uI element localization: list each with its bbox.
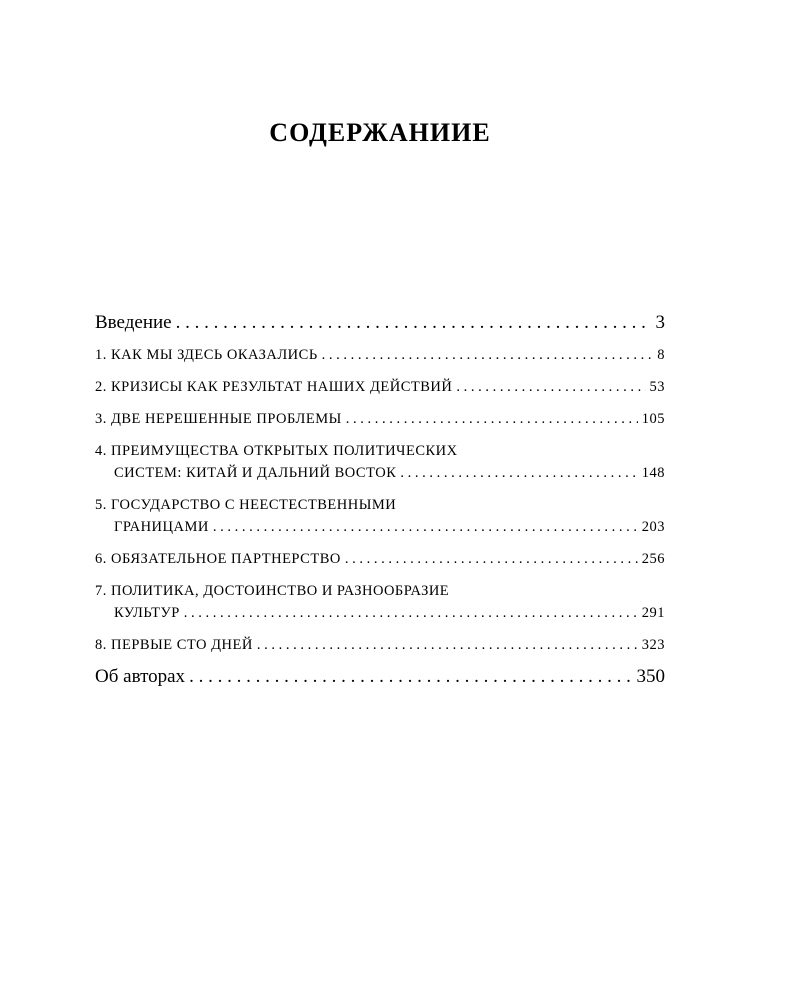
dot-leader bbox=[189, 662, 632, 692]
toc-entry-label: 8. ПЕРВЫЕ СТО ДНЕЙ bbox=[95, 637, 253, 653]
toc-page-number: 350 bbox=[636, 666, 665, 687]
toc-entry-chapter-3[interactable] bbox=[95, 408, 665, 430]
toc-entry-label: 5. ГОСУДАРСТВО С НЕЕСТЕСТВЕННЫМИ bbox=[95, 497, 397, 513]
toc-entry-chapter-2[interactable] bbox=[95, 376, 665, 398]
toc-entry-label-continued: ГРАНИЦАМИ bbox=[114, 519, 209, 535]
toc-entry-chapter-8[interactable] bbox=[95, 634, 665, 656]
toc-entry-chapter-4[interactable] bbox=[95, 440, 665, 484]
toc-entry-label: 4. ПРЕИМУЩЕСТВА ОТКРЫТЫХ ПОЛИТИЧЕСКИХ bbox=[95, 443, 458, 459]
dot-leader bbox=[176, 308, 652, 338]
toc-page-number: 105 bbox=[641, 411, 665, 427]
toc-entry-label: 6. ОБЯЗАТЕЛЬНОЕ ПАРТНЕРСТВО bbox=[95, 551, 341, 567]
toc-page-number: 8 bbox=[657, 347, 665, 363]
toc-entry-label: Введение bbox=[95, 312, 172, 333]
page-title: СОДЕРЖАНИИЕ bbox=[269, 118, 491, 147]
dot-leader bbox=[400, 462, 637, 484]
toc-entry-chapter-6[interactable] bbox=[95, 548, 665, 570]
toc-entry-chapter-1[interactable] bbox=[95, 344, 665, 366]
toc-entry-chapter-7[interactable] bbox=[95, 580, 665, 624]
dot-leader bbox=[345, 548, 638, 570]
dot-leader bbox=[257, 634, 638, 656]
dot-leader bbox=[456, 376, 645, 398]
dot-leader bbox=[322, 344, 654, 366]
toc-page-number: 53 bbox=[649, 379, 665, 395]
table-of-contents bbox=[95, 308, 665, 692]
toc-page-number: 203 bbox=[641, 519, 665, 535]
toc-page-number: 291 bbox=[641, 605, 665, 621]
toc-entry-label: 7. ПОЛИТИКА, ДОСТОИНСТВО И РАЗНООБРАЗИЕ bbox=[95, 583, 450, 599]
toc-page-number: 256 bbox=[641, 551, 665, 567]
toc-entry-label: 1. КАК МЫ ЗДЕСЬ ОКАЗАЛИСЬ bbox=[95, 347, 318, 363]
dot-leader bbox=[213, 516, 638, 538]
toc-entry-label-continued: СИСТЕМ: КИТАЙ И ДАЛЬНИЙ ВОСТОК bbox=[114, 465, 397, 481]
toc-entry-chapter-5[interactable] bbox=[95, 494, 665, 538]
toc-entry-about-authors[interactable] bbox=[95, 662, 665, 692]
toc-entry-label-continued: КУЛЬТУР bbox=[114, 605, 180, 621]
toc-page-number: 323 bbox=[641, 637, 665, 653]
toc-page-number: 3 bbox=[655, 312, 665, 333]
toc-entry-continuation bbox=[95, 516, 665, 538]
toc-page-number: 148 bbox=[641, 465, 665, 481]
toc-entry-label: 3. ДВЕ НЕРЕШЕННЫЕ ПРОБЛЕМЫ bbox=[95, 411, 342, 427]
dot-leader bbox=[346, 408, 638, 430]
dot-leader bbox=[184, 602, 638, 624]
toc-entry-continuation bbox=[95, 602, 665, 624]
toc-entry-label: Об авторах bbox=[95, 666, 186, 687]
toc-entry-label: 2. КРИЗИСЫ КАК РЕЗУЛЬТАТ НАШИХ ДЕЙСТВИЙ bbox=[95, 379, 453, 395]
toc-entry-introduction[interactable] bbox=[95, 308, 665, 338]
toc-entry-continuation bbox=[95, 462, 665, 484]
